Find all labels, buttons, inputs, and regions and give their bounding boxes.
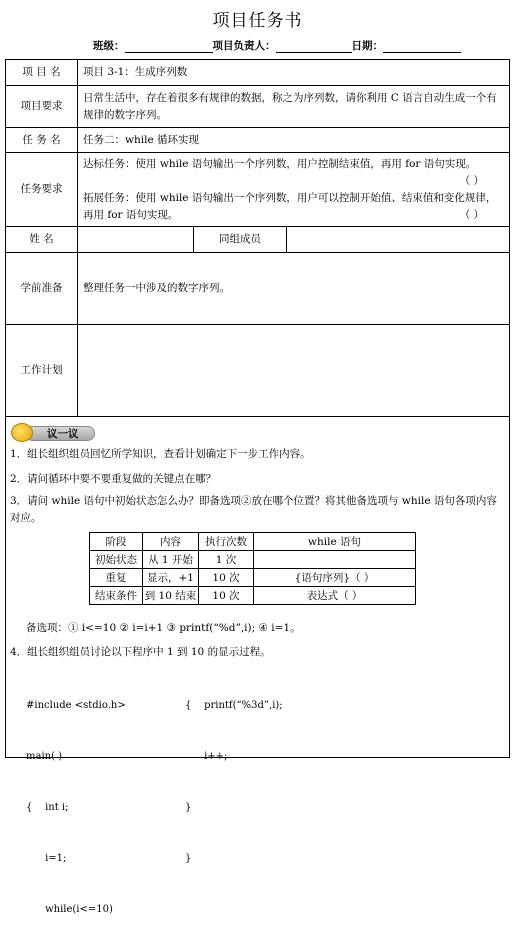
- table-cell: 到 10 结束: [143, 587, 199, 605]
- name-label: 姓 名: [6, 227, 78, 253]
- task-req-value: [78, 153, 510, 227]
- code-line: }: [185, 853, 192, 864]
- code-right: [185, 663, 283, 884]
- while-table: [89, 532, 416, 605]
- plan-label: 工作计划: [6, 325, 78, 417]
- header-cell: while 语句: [254, 533, 416, 551]
- document-title: 项目任务书: [212, 11, 303, 31]
- prep-label: 学前准备: [6, 253, 78, 325]
- leader-blank: [276, 52, 352, 53]
- prep-value: 整理任务一中涉及的数字序列。: [78, 253, 510, 325]
- code-line: i++;: [185, 751, 228, 762]
- class-label: 班级：: [93, 40, 125, 52]
- table-cell: {语句序列}（ ）: [254, 569, 416, 587]
- table-cell: 1 次: [199, 551, 254, 569]
- task-req-paren2: （ ）: [459, 208, 484, 221]
- code-line: { printf(“%3d”,i);: [185, 700, 283, 711]
- table-cell: [254, 551, 416, 569]
- thinking-face-icon: [11, 423, 33, 442]
- code-line: }: [185, 802, 192, 813]
- options-line: 备选项：① i<=10 ② i=i+1 ③ printf(“%d”,i); ④ i=1。: [26, 622, 301, 634]
- project-label: 项 目 名: [6, 60, 78, 86]
- task-label: 任 务 名: [6, 128, 78, 153]
- date-label: 日期：: [351, 40, 383, 52]
- table-cell: 初始状态: [90, 551, 143, 569]
- leader-label: 项目负责人：: [212, 40, 276, 52]
- table-cell: 显示，+1: [143, 569, 199, 587]
- table-cell: 从 1 开始: [143, 551, 199, 569]
- project-value: 项目 3-1：生成序列数: [78, 60, 510, 86]
- task-table: [5, 59, 510, 417]
- code-line: while(i<=10): [26, 904, 113, 915]
- group-label: 同组成员: [194, 227, 287, 253]
- header-cell: 阶段: [90, 533, 143, 551]
- while-table-header: [90, 533, 416, 551]
- code-line: { int i;: [26, 802, 69, 813]
- badge-label: 议一议: [47, 428, 79, 440]
- group-value: [287, 227, 510, 253]
- code-line: #include <stdio.h>: [26, 700, 126, 711]
- requirement-value: 日常生活中，存在着很多有规律的数据，称之为序列数，请你利用 C 语言自动生成一个有规律的数字序列。: [78, 86, 510, 128]
- plan-value: [78, 325, 510, 417]
- task-req-label: 任务要求: [6, 153, 78, 227]
- info-line: [93, 38, 461, 53]
- table-row: [90, 587, 416, 605]
- task-req-line2: [83, 190, 504, 224]
- table-row: [90, 551, 416, 569]
- requirement-label: 项目要求: [6, 86, 78, 128]
- task-value: 任务二：while 循环实现: [78, 128, 510, 153]
- table-cell: 结束条件: [90, 587, 143, 605]
- task-req-line2-text: 拓展任务：使用 while 语句输出一个序列数，用户可以控制开始值、结束值和变化规律，再用 for 语句实现。: [83, 191, 497, 221]
- discuss-badge: [11, 423, 95, 441]
- name-value: [78, 227, 194, 253]
- task-req-paren1: （ ）: [459, 174, 484, 187]
- table-cell: 10 次: [199, 587, 254, 605]
- question-4: 4．组长组织组员讨论以下程序中 1 到 10 的显示过程。: [10, 646, 271, 658]
- task-req-line1: 达标任务：使用 while 语句输出一个序列数，用户控制结束值，再用 for 语句实现。: [83, 157, 477, 170]
- question-3: 3．请问 while 语句中初始状态怎么办？即备选项②放在哪个位置？将其他备选项与 while 语句各项内容对应。: [10, 495, 497, 524]
- header-cell: 执行次数: [199, 533, 254, 551]
- class-blank: [125, 52, 213, 53]
- table-row: [90, 569, 416, 587]
- date-blank: [383, 52, 461, 53]
- question-1: 1．组长组织组员回忆所学知识，查看计划确定下一步工作内容。: [10, 448, 311, 460]
- code-line: main( ): [26, 751, 63, 762]
- code-left: [26, 663, 126, 935]
- question-2: 2．请问循环中要不要重复做的关键点在哪？: [10, 473, 217, 485]
- header-cell: 内容: [143, 533, 199, 551]
- table-cell: 重复: [90, 569, 143, 587]
- table-cell: 10 次: [199, 569, 254, 587]
- table-cell: 表达式（ ）: [254, 587, 416, 605]
- code-line: i=1;: [26, 853, 67, 864]
